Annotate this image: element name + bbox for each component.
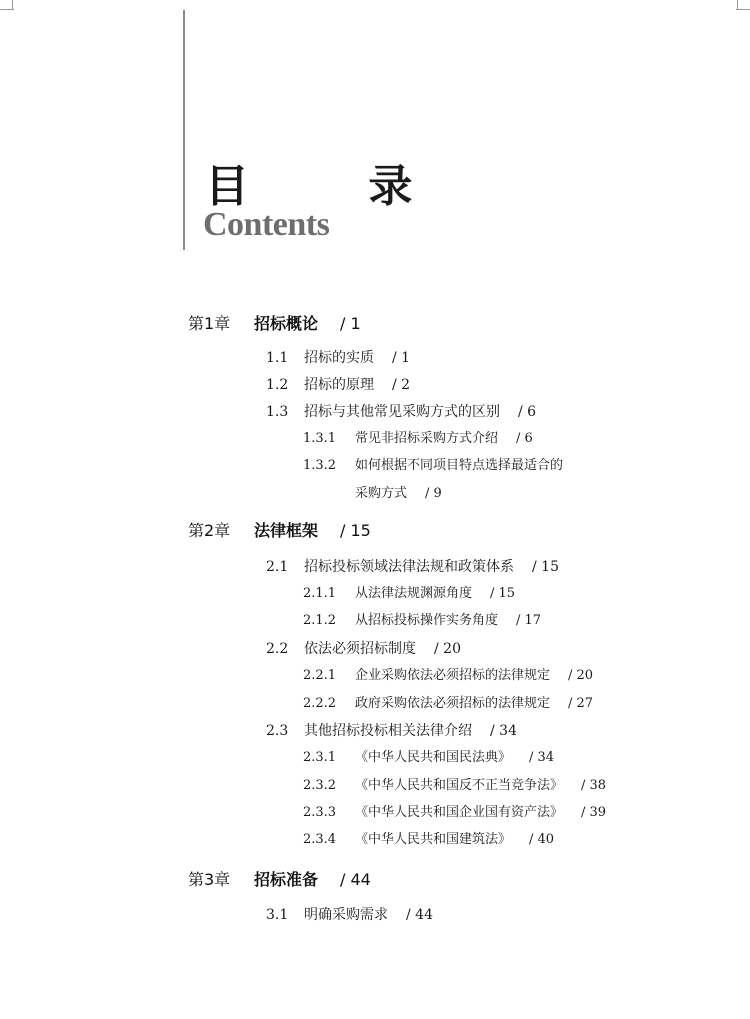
toc-entry-page-number: / 34 [529, 750, 555, 765]
toc-chapter-entry [188, 523, 371, 539]
toc-entry-page-number: / 20 [568, 668, 594, 683]
toc-entry-page-number: / 34 [490, 723, 517, 739]
page-title-english: Contents [203, 206, 330, 243]
toc-entry-page-number: / 1 [392, 350, 411, 366]
toc-entry-number: 2.2 [266, 641, 289, 657]
toc-entry-number: 3.1 [266, 907, 289, 923]
toc-entry-number: 1.3.1 [303, 431, 337, 446]
toc-subsection-entry [303, 697, 593, 710]
toc-entry-title: 依法必须招标制度 [304, 641, 416, 657]
title-divider-line [183, 10, 185, 250]
toc-entry-page-number: / 40 [529, 832, 555, 847]
toc-entry-title: 法律框架 [254, 521, 319, 540]
toc-entry-number: 2.3.1 [303, 750, 337, 765]
toc-entry-number: 第3章 [188, 870, 231, 889]
toc-entry-title: 招标概论 [254, 314, 319, 333]
toc-entry-title: 如何根据不同项目特点选择最适合的 [355, 458, 564, 473]
toc-entry-number: 2.3.3 [303, 805, 337, 820]
toc-entry-page-number: / 44 [406, 907, 433, 923]
toc-section-entry [266, 351, 410, 365]
toc-entry-number: 2.3 [266, 723, 289, 739]
toc-entry-page-number: / 20 [434, 641, 461, 657]
toc-section-entry [266, 560, 559, 574]
toc-subsection-entry [303, 432, 533, 445]
toc-entry-title: 招标投标领域法律法规和政策体系 [304, 559, 514, 575]
toc-entry-title: 明确采购需求 [304, 907, 388, 923]
toc-entry-number: 1.3.2 [303, 458, 337, 473]
toc-entry-page-number: / 9 [425, 486, 442, 501]
toc-entry-page-number: / 6 [516, 431, 533, 446]
toc-entry-title: 《中华人民共和国企业国有资产法》 [355, 805, 564, 820]
toc-subsection-entry [303, 806, 606, 819]
toc-entry-title: 招标准备 [254, 870, 319, 889]
toc-entry-number: 2.1.2 [303, 613, 337, 628]
toc-entry-title: 政府采购依法必须招标的法律规定 [355, 696, 551, 711]
crop-mark-top-right-h [736, 9, 750, 10]
toc-entry-title: 招标的原理 [304, 377, 374, 393]
toc-entry-number: 1.2 [266, 377, 289, 393]
toc-chapter-entry [188, 316, 361, 332]
toc-entry-page-number: / 15 [532, 559, 559, 575]
toc-entry-number: 第2章 [188, 521, 231, 540]
toc-entry-number: 2.1 [266, 559, 289, 575]
toc-chapter-entry [188, 872, 371, 888]
toc-subsection-entry [303, 779, 606, 792]
toc-entry-number: 2.2.1 [303, 668, 337, 683]
toc-entry-title: 从法律法规渊源角度 [355, 586, 473, 601]
toc-entry-page-number: / 15 [490, 586, 516, 601]
toc-subsection-entry [355, 487, 442, 500]
toc-entry-page-number: / 17 [516, 613, 542, 628]
toc-entry-number: 1.3 [266, 404, 289, 420]
toc-entry-title: 《中华人民共和国建筑法》 [355, 832, 512, 847]
toc-subsection-entry [303, 459, 563, 472]
toc-entry-number: 第1章 [188, 314, 231, 333]
toc-entry-number: 2.3.4 [303, 832, 337, 847]
toc-subsection-entry [303, 614, 541, 627]
toc-entry-title: 招标与其他常见采购方式的区别 [304, 404, 500, 420]
toc-entry-page-number: / 1 [340, 314, 361, 333]
toc-entry-title: 从招标投标操作实务角度 [355, 613, 499, 628]
toc-subsection-entry [303, 833, 554, 846]
crop-mark-top-left-v [12, 0, 13, 10]
toc-entry-title: 《中华人民共和国民法典》 [355, 750, 512, 765]
toc-entry-page-number: / 15 [340, 521, 371, 540]
toc-section-entry [266, 378, 410, 392]
toc-entry-title: 《中华人民共和国反不正当竞争法》 [355, 778, 564, 793]
toc-entry-number: 2.2.2 [303, 696, 337, 711]
toc-entry-page-number: / 38 [581, 778, 607, 793]
toc-subsection-entry [303, 587, 515, 600]
toc-entry-title: 常见非招标采购方式介绍 [355, 431, 499, 446]
toc-section-entry [266, 405, 536, 419]
crop-mark-top-right-v [737, 0, 738, 10]
toc-entry-page-number: / 2 [392, 377, 411, 393]
toc-section-entry [266, 642, 461, 656]
toc-entry-number: 2.3.2 [303, 778, 337, 793]
toc-entry-number: 1.1 [266, 350, 289, 366]
page-title-chinese: 目 录 [205, 161, 465, 212]
toc-entry-page-number: / 44 [340, 870, 371, 889]
toc-entry-page-number: / 39 [581, 805, 607, 820]
toc-entry-title: 企业采购依法必须招标的法律规定 [355, 668, 551, 683]
toc-subsection-entry [303, 669, 593, 682]
toc-entry-title: 采购方式 [355, 486, 408, 501]
toc-entry-title: 其他招标投标相关法律介绍 [304, 723, 472, 739]
toc-entry-number: 2.1.1 [303, 586, 337, 601]
toc-entry-title: 招标的实质 [304, 350, 374, 366]
toc-entry-page-number: / 27 [568, 696, 594, 711]
toc-section-entry [266, 908, 433, 922]
toc-subsection-entry [303, 751, 554, 764]
toc-section-entry [266, 724, 517, 738]
toc-entry-page-number: / 6 [518, 404, 537, 420]
